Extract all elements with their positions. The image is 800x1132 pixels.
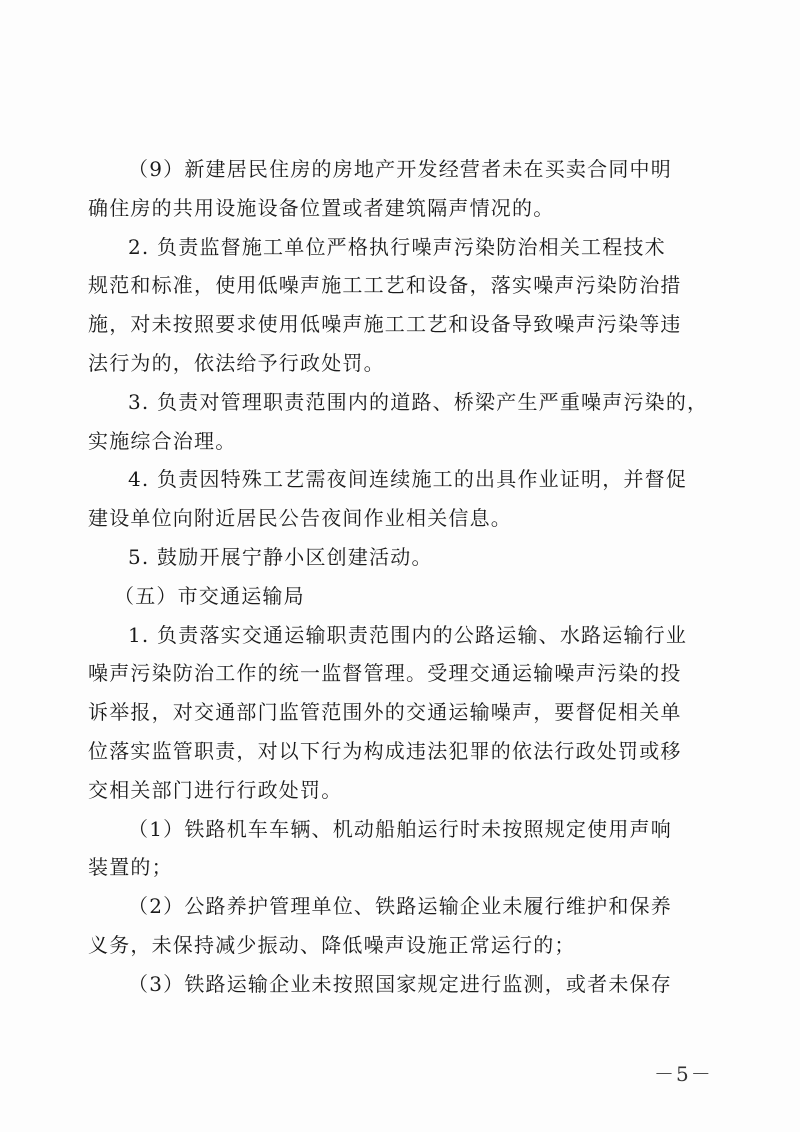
text-line: 实施综合治理。 [88,428,237,453]
text-line: 义务，未保持减少振动、降低噪声设施正常运行的； [88,932,576,957]
paragraph-item-5 [88,538,716,577]
text-line: 3. 负责对管理职责范围内的道路、桥梁产生严重噪声污染的， [128,389,709,414]
paragraph-item-2 [88,228,716,383]
document-body [88,150,716,1004]
text-line: 建设单位向附近居民公告夜间作业相关信息。 [88,506,512,531]
paragraph-item-1 [88,616,716,810]
text-line: 规范和标准，使用低噪声施工工艺和设备，落实噪声污染防治措 [88,273,682,298]
text-line: 5. 鼓励开展宁静小区创建活动。 [128,544,433,569]
paragraph-item-9 [88,150,716,228]
text-line: 噪声污染防治工作的统一监督管理。受理交通运输噪声污染的投 [88,661,682,686]
section-heading: （五）市交通运输局 [114,583,305,608]
text-line: 法行为的，依法给予行政处罚。 [88,350,385,375]
text-line: 4. 负责因特殊工艺需夜间连续施工的出具作业证明，并督促 [128,467,688,492]
text-line: 1. 负责落实交通运输职责范围内的公路运输、水路运输行业 [128,622,688,647]
text-line: 确住房的共用设施设备位置或者建筑隔声情况的。 [88,195,555,220]
text-line: （9）新建居民住房的房地产开发经营者未在买卖合同中明 [128,157,672,181]
sub-item-2 [88,887,716,965]
text-line: （3）铁路运输企业未按照国家规定进行监测，或者未保存 [128,971,672,996]
sub-item-3 [88,965,716,1004]
text-line: 施，对未按照要求使用低噪声施工工艺和设备导致噪声污染等违 [88,312,682,337]
text-line: 2. 负责监督施工单位严格执行噪声污染防治相关工程技术 [128,234,666,259]
sub-item-1 [88,810,716,888]
page-number: －5－ [654,1062,713,1086]
text-line: 诉举报，对交通部门监管范围外的交通运输噪声，要督促相关单 [88,700,682,725]
text-line: （2）公路养护管理单位、铁路运输企业未履行维护和保养 [128,894,672,919]
text-line: （1）铁路机车车辆、机动船舶运行时未按照规定使用声响 [128,816,672,841]
paragraph-item-4 [88,460,716,538]
text-line: 装置的； [88,855,173,880]
text-line: 位落实监管职责，对以下行为构成违法犯罪的依法行政处罚或移 [88,738,682,763]
paragraph-item-3 [88,383,716,461]
text-line: 交相关部门进行行政处罚。 [88,777,343,802]
